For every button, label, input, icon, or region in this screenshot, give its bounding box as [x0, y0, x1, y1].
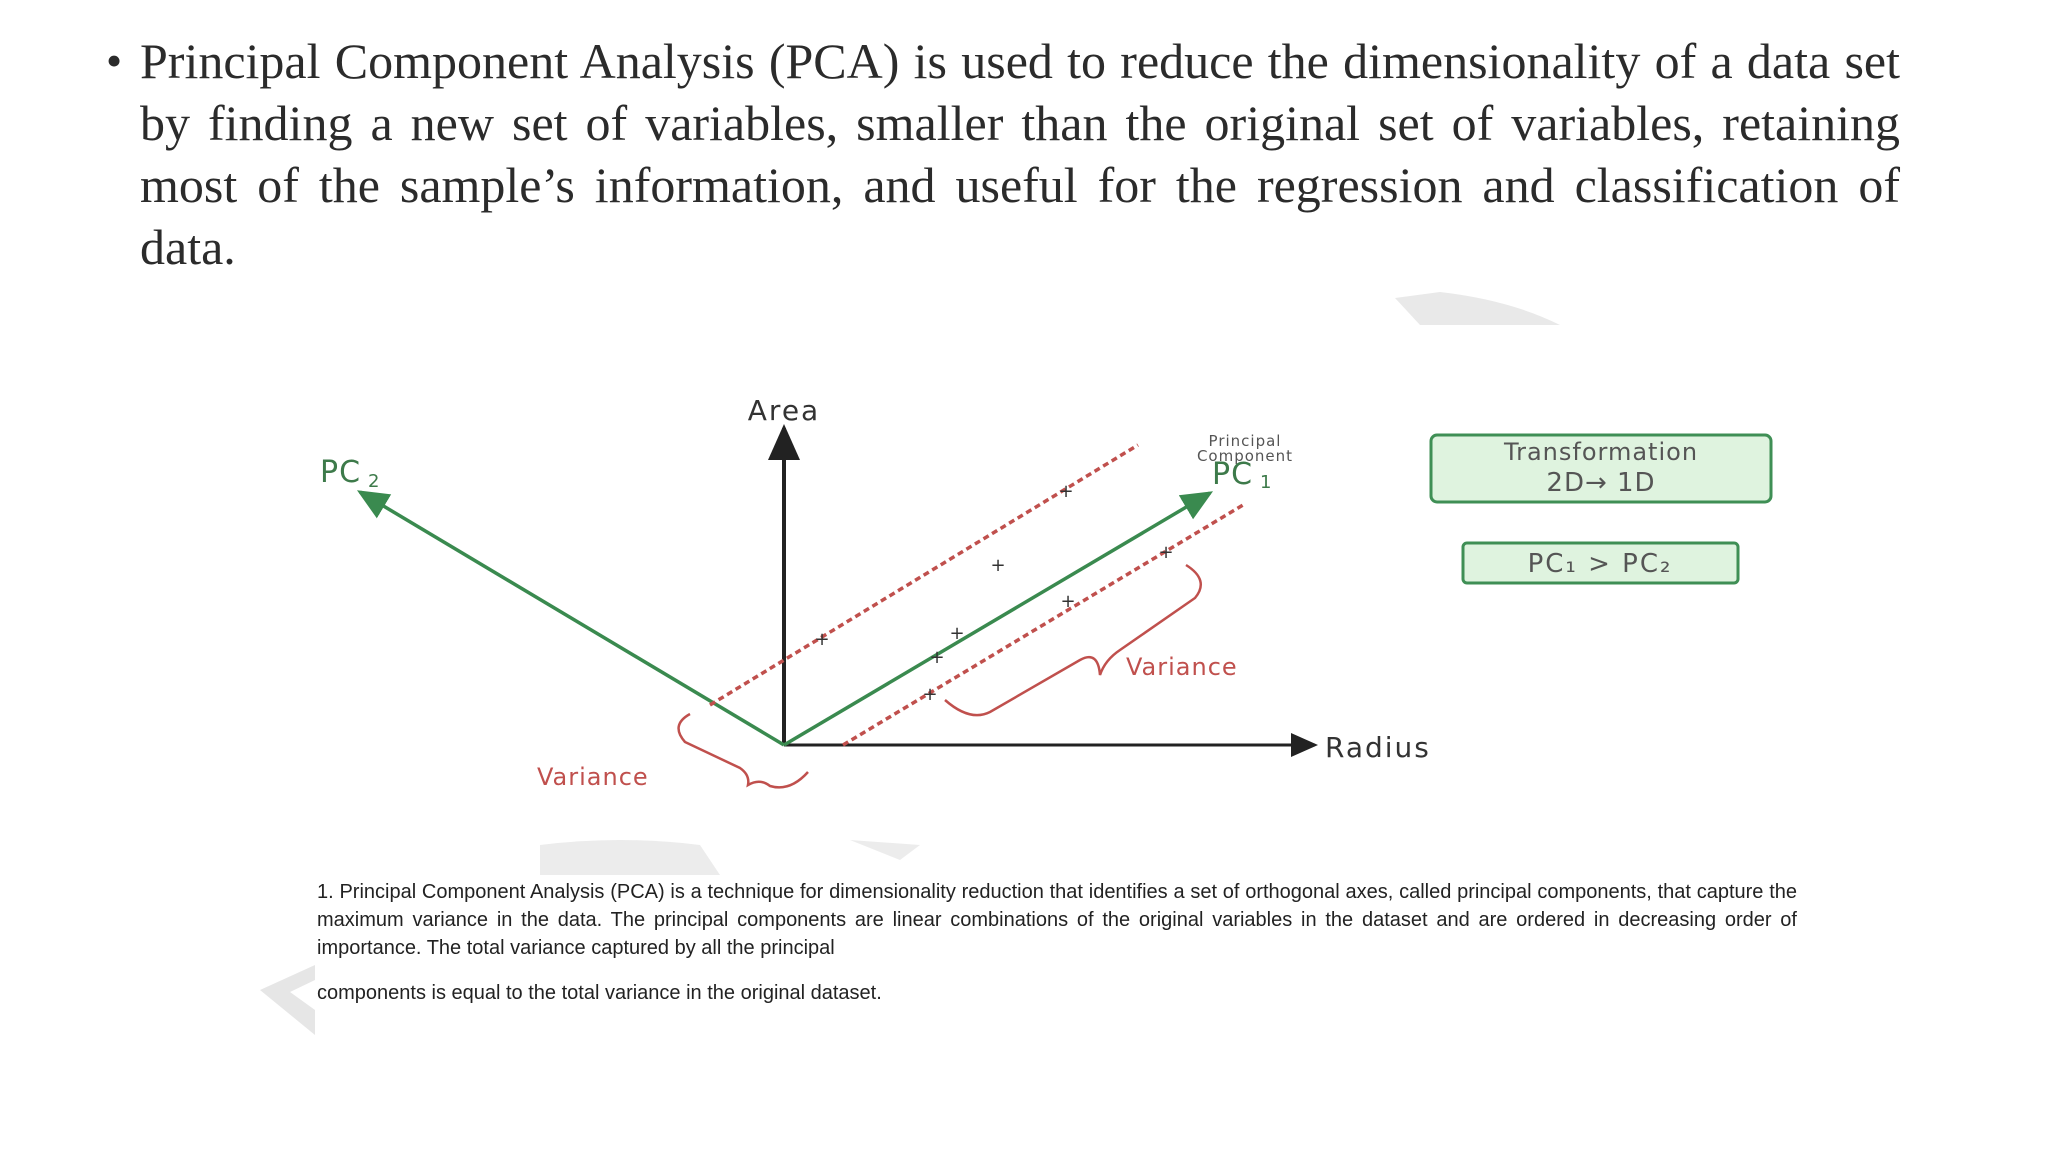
- variance-brace-right: [945, 565, 1201, 715]
- transformation-line2: 2D→ 1D: [1546, 468, 1656, 498]
- data-points: [814, 481, 1173, 705]
- bullet-marker: •: [106, 35, 123, 86]
- bullet-text: Principal Component Analysis (PCA) is used to reduce the dimensionality of a data set by finding a new set of variables, smaller than the original set of variables, retaining most of the sample’s information, and useful for the regression and classification of data.: [140, 33, 1900, 275]
- data-point: +: [814, 629, 830, 650]
- pc2-line: [360, 492, 784, 745]
- data-point: +: [949, 623, 965, 644]
- svg-text:PC: PC: [1212, 457, 1254, 492]
- y-axis-label: Area: [747, 394, 821, 427]
- comparison-box: [1463, 543, 1738, 583]
- footnote-paragraph: 1. Principal Component Analysis (PCA) is a technique for dimensionality reduction that identifies a set of orthogonal axes, called principal components, that capture the maximum variance in the data. The principal components are linear combinations of the original variables in the dataset and are ordered in decreasing order of importance. The total variance captured by all the principal: [317, 881, 1797, 959]
- lower-dashed-bound: [843, 505, 1243, 745]
- transformation-box: [1431, 435, 1771, 502]
- data-point: +: [1058, 481, 1074, 502]
- footnote-continuation: components is equal to the total variance in the original dataset.: [317, 982, 882, 1004]
- pc1-caption-line2: Component: [1196, 447, 1294, 465]
- pc1-caption-line1: Principal: [1208, 432, 1282, 450]
- data-point: +: [922, 684, 938, 705]
- data-point: +: [1158, 542, 1174, 563]
- svg-text:2: 2: [368, 471, 380, 492]
- variance-label-right: Variance: [1126, 653, 1238, 681]
- data-point: +: [929, 647, 945, 668]
- x-axis-label: Radius: [1325, 731, 1431, 764]
- variance-label-left: Variance: [537, 763, 649, 791]
- transformation-line1: Transformation: [1503, 438, 1699, 466]
- data-point: +: [1060, 591, 1076, 612]
- comparison-text: PC₁ > PC₂: [1527, 549, 1673, 579]
- svg-text:PC: PC: [320, 455, 362, 490]
- svg-text:1: 1: [1260, 472, 1272, 493]
- pc2-label: [320, 455, 379, 492]
- data-point: +: [990, 555, 1006, 576]
- variance-brace-left: [679, 714, 808, 787]
